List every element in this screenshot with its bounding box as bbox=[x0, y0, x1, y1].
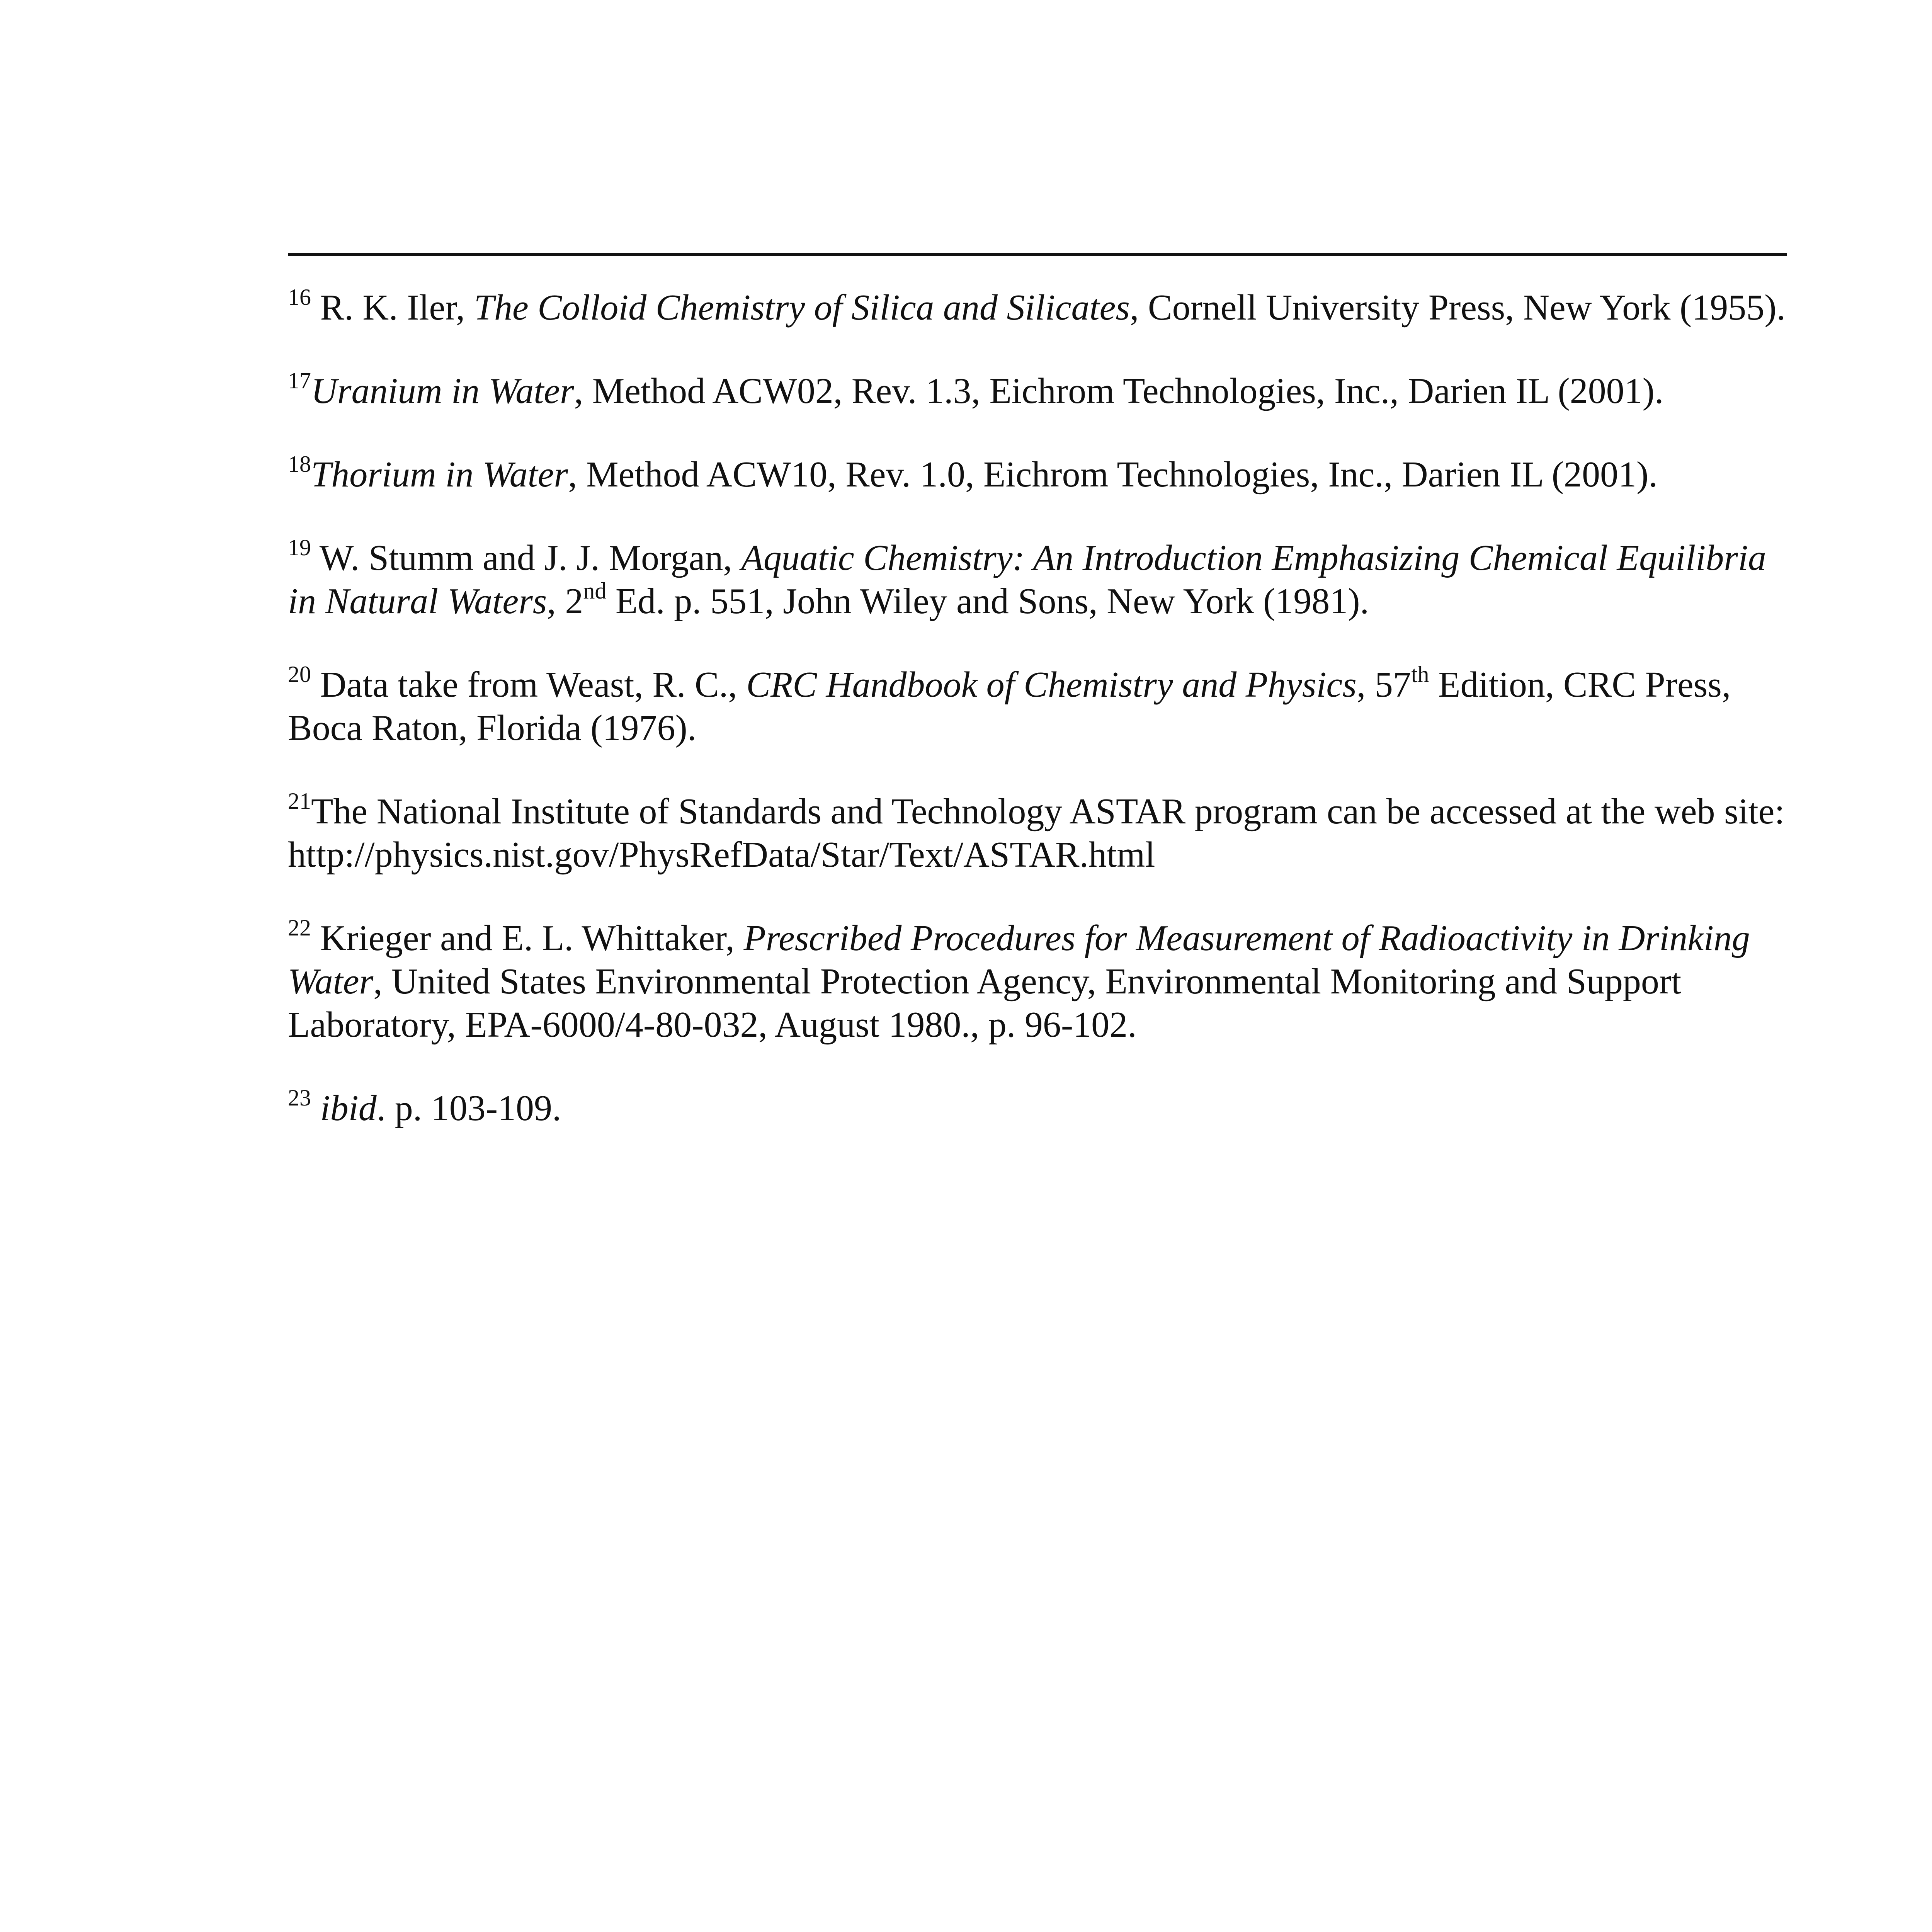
footnote-18 bbox=[288, 453, 1787, 496]
footnote-21 bbox=[288, 790, 1787, 876]
footnote-number: 20 bbox=[288, 662, 311, 687]
footnote-number: 18 bbox=[288, 451, 311, 477]
footnote-title: Prescribed Procedures for Measurement of Radioactivity in Drinking Water bbox=[288, 918, 1750, 1002]
footnote-text: Data take from Weast, R. C., bbox=[311, 665, 747, 705]
ordinal-suffix: th bbox=[1411, 662, 1429, 687]
footnotes-section bbox=[288, 286, 1787, 1170]
footnote-text: , Cornell University Press, New York (1955). bbox=[1129, 287, 1786, 328]
footnote-text: , 57 bbox=[1356, 665, 1411, 705]
footnote-separator-rule bbox=[288, 253, 1787, 256]
footnote-text bbox=[311, 1088, 320, 1128]
footnote-number: 22 bbox=[288, 915, 311, 940]
footnote-20 bbox=[288, 663, 1787, 750]
footnote-title: Uranium in Water bbox=[311, 371, 574, 411]
footnote-number: 16 bbox=[288, 284, 311, 310]
footnote-19 bbox=[288, 536, 1787, 623]
footnote-text: The National Institute of Standards and Technology ASTAR program can be accessed at the web site: http://physics.nist.gov/PhysRefData/Star/Text/ASTAR.html bbox=[288, 791, 1785, 875]
footnote-text: , 2 bbox=[547, 581, 583, 621]
footnote-text: , Method ACW02, Rev. 1.3, Eichrom Technologies, Inc., Darien IL (2001). bbox=[574, 371, 1664, 411]
footnote-text: , United States Environmental Protection Agency, Environmental Monitoring and Support Laboratory, EPA-6000/4-80-032, August 1980., p. 96-102. bbox=[288, 961, 1682, 1045]
footnote-text: Edition, CRC Press, Boca Raton, Florida (1976). bbox=[288, 665, 1731, 748]
footnote-title: Aquatic Chemistry: An Introduction Emphasizing Chemical Equilibria in Natural Waters bbox=[288, 538, 1767, 621]
footnote-text: Ed. p. 551, John Wiley and Sons, New York (1981). bbox=[606, 581, 1369, 621]
footnote-text: . p. 103-109. bbox=[376, 1088, 561, 1128]
footnote-text: Krieger and E. L. Whittaker, bbox=[311, 918, 744, 958]
footnote-number: 19 bbox=[288, 535, 311, 560]
footnote-text: R. K. Iler, bbox=[311, 287, 474, 328]
footnote-title: CRC Handbook of Chemistry and Physics bbox=[746, 665, 1357, 705]
footnote-title: Thorium in Water bbox=[311, 454, 568, 495]
footnote-number: 17 bbox=[288, 368, 311, 393]
footnote-17 bbox=[288, 369, 1787, 413]
footnote-title: The Colloid Chemistry of Silica and Silicates bbox=[474, 287, 1130, 328]
footnote-23 bbox=[288, 1087, 1787, 1130]
footnote-22 bbox=[288, 917, 1787, 1046]
ordinal-suffix: nd bbox=[583, 578, 607, 604]
footnote-title: ibid bbox=[320, 1088, 377, 1128]
footnote-text: , Method ACW10, Rev. 1.0, Eichrom Technologies, Inc., Darien IL (2001). bbox=[568, 454, 1658, 495]
footnote-number: 21 bbox=[288, 788, 311, 814]
footnote-16 bbox=[288, 286, 1787, 329]
footnote-text: W. Stumm and J. J. Morgan, bbox=[311, 538, 742, 578]
footnote-number: 23 bbox=[288, 1085, 311, 1111]
